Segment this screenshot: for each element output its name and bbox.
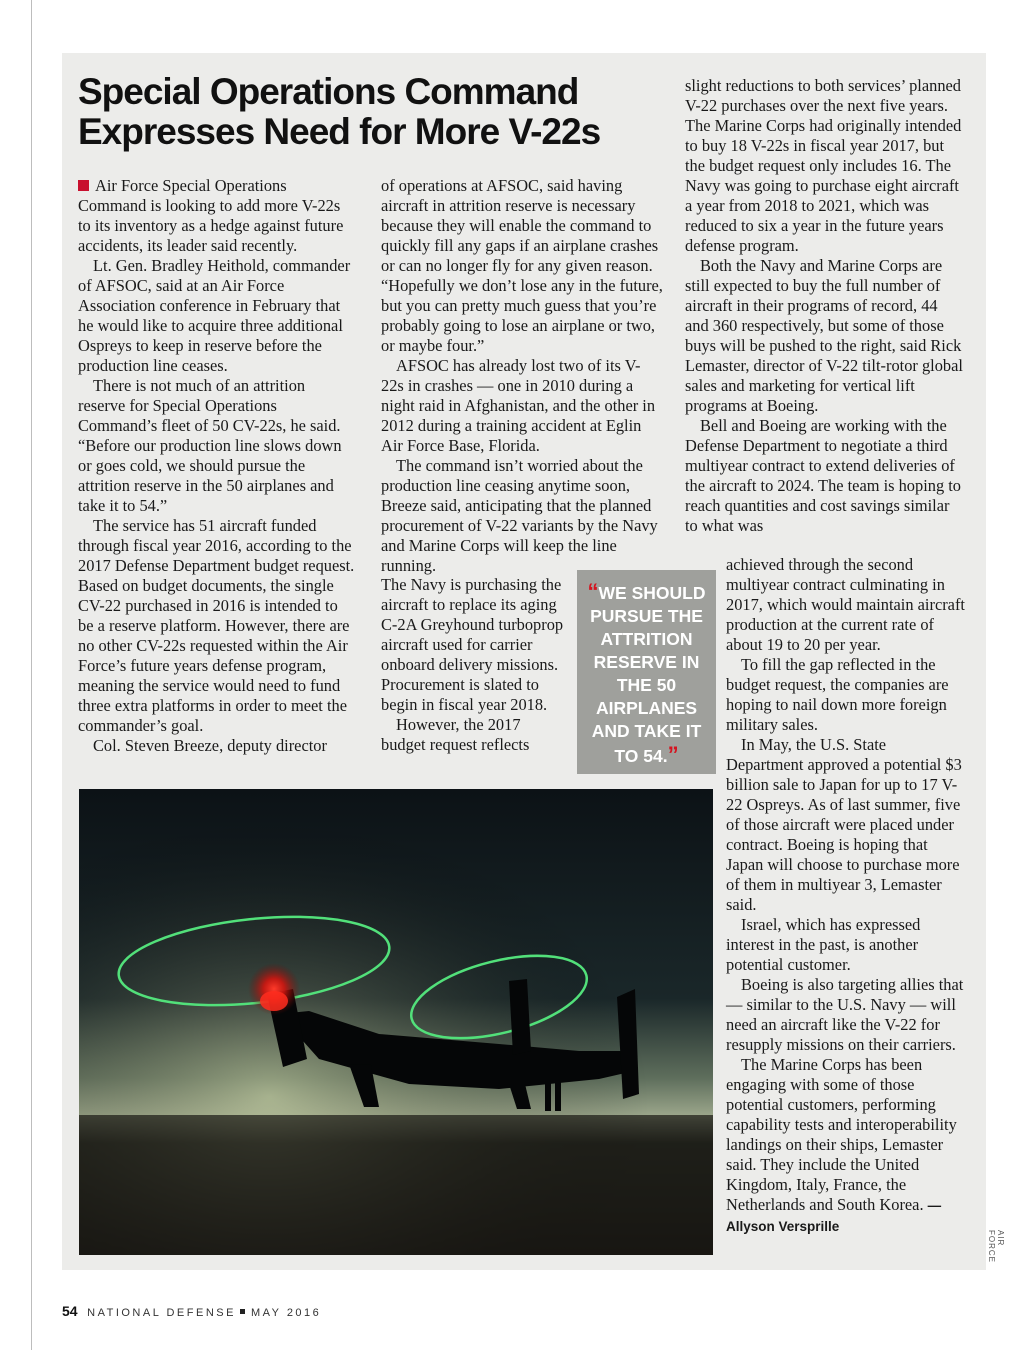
separator-square-icon	[240, 1309, 245, 1314]
v22-osprey-night-photo	[79, 789, 713, 1255]
paragraph: Israel, which has expressed interest in the past, is another potential customer.	[726, 915, 921, 974]
paragraph: Lt. Gen. Bradley Heithold, commander of AFSOC, said at an Air Force Association conference in February that he would like to acquire three additional Ospreys to keep in reserve before the production line ceases.	[78, 256, 351, 375]
page-footer	[62, 1303, 321, 1319]
paragraph: The Navy is purchasing the aircraft to replace its aging C-2A Greyhound turboprop aircraft used for carrier onboard delivery missions. Procurement is slated to begin in fiscal year 2018.	[381, 575, 564, 714]
paragraph: To fill the gap reflected in the budget request, the companies are hoping to nail down more foreign military sales.	[726, 655, 949, 734]
magazine-name: NATIONAL DEFENSE	[87, 1307, 236, 1319]
paragraph: However, the 2017 budget request reflects	[381, 715, 530, 754]
page-number: 54	[62, 1303, 78, 1319]
open-quote-mark: “	[587, 579, 599, 604]
issue-date: MAY 2016	[250, 1307, 322, 1319]
headline-line-2: Expresses Need for More V-22s	[78, 111, 601, 152]
paragraph: slight reductions to both services’ planned V-22 purchases over the next five years. The Marine Corps had originally intended to buy 18 V-22s in fiscal year 2017, but the budget request only includes 16. The Navy was going to purchase eight aircraft a year from 2018 to 2021, which was reduced to six a year in the future years defense program.	[685, 76, 962, 255]
pull-quote	[577, 570, 716, 774]
headline-line-1: Special Operations Command	[78, 71, 579, 112]
paragraph: The command isn’t worried about the production line ceasing anytime soon, Breeze said, anticipating that the planned procurement of V-22 variants by the Navy and Marine Corps will keep the line running.	[381, 456, 658, 575]
paragraph: Air Force Special Operations Command is looking to add more V-22s to its inventory as a hedge against future accidents, its leader said recently.	[78, 176, 344, 255]
paragraph: There is not much of an attrition reserve for Special Operations Command’s fleet of 50 CV-22s, he said. “Before our production line slows down or goes cold, we should pursue the attrition reserve in the 50 airplanes and take it to 54.”	[78, 376, 342, 515]
page-edge-rule	[31, 0, 32, 1350]
headline	[78, 72, 668, 152]
paragraph: of operations at AFSOC, said having aircraft in attrition reserve is necessary because they will enable the command to quickly fill any gaps if an airplane crashes or can no longer fly for any given reason. “Hopefully we don’t lose any in the future, but you can pretty much guess that you’re probably going to lose an airplane or two, or maybe four.”	[381, 176, 663, 355]
paragraph: Both the Navy and Marine Corps are still expected to buy the full number of aircraft in their programs of record, 44 and 360 respectively, but some of those buys will be pushed to the right, said Rick Lemaster, director of V-22 tilt-rotor global sales and marketing for vertical lift programs at Boeing.	[685, 256, 963, 415]
close-quote-mark: ”	[667, 742, 679, 767]
section-bullet-icon	[78, 180, 89, 191]
paragraph: achieved through the second multiyear contract culminating in 2017, which would maintain aircraft production at the current rate of about 19 to 20 per year.	[726, 555, 965, 654]
body-column-3-continued	[726, 555, 966, 1237]
osprey-illustration	[79, 789, 713, 1255]
body-column-2-continued	[381, 575, 566, 755]
body-column-1	[78, 176, 356, 756]
paragraph: Bell and Boeing are working with the Defense Department to negotiate a third multiyear contract to extend deliveries of the aircraft to 2024. The team is hoping to reach quantities and cost savings similar to what was	[685, 416, 961, 535]
body-column-3	[685, 76, 965, 536]
photo-credit: AIR FORCE	[987, 1230, 1005, 1263]
body-column-2	[381, 176, 663, 576]
paragraph: AFSOC has already lost two of its V-22s in crashes — one in 2010 during a night raid in Afghanistan, and the other in 2012 during a training accident at Eglin Air Force Base, Florida.	[381, 356, 656, 455]
paragraph: The Marine Corps has been engaging with some of those potential customers, performing capability tests and interoperability landings on their ships, Lemaster said. They include the United Kingdom, Italy, France, the Netherlands and South Korea. — Allyson Versprille	[726, 1055, 957, 1234]
paragraph: Boeing is also targeting allies that — similar to the U.S. Navy — will need an aircraft like the V-22 for resupply missions on their carriers.	[726, 975, 964, 1054]
paragraph: In May, the U.S. State Department approved a potential $3 billion sale to Japan for up to 17 V-22 Ospreys. As of last summer, five of those aircraft were placed under contract. Boeing is hoping that Japan will choose to purchase more of them in multiyear 3, Lemaster said.	[726, 735, 962, 914]
paragraph: Col. Steven Breeze, deputy director	[93, 736, 327, 755]
paragraph: The service has 51 aircraft funded through fiscal year 2016, according to the 2017 Defense Department budget request. Based on budget documents, the single CV-22 purchased in 2016 is intended to be a reserve platform. However, there are no other CV-22s requested within the Air Force’s future years defense program, meaning the service would need to fund three extra platforms in order to meet the commander’s goal.	[78, 516, 355, 735]
byline: — Allyson Versprille	[726, 1198, 942, 1234]
pull-quote-text: WE SHOULD PURSUE THE ATTRITION RESERVE IN THE 50 AIRPLANES AND TAKE IT TO 54.	[590, 583, 706, 766]
